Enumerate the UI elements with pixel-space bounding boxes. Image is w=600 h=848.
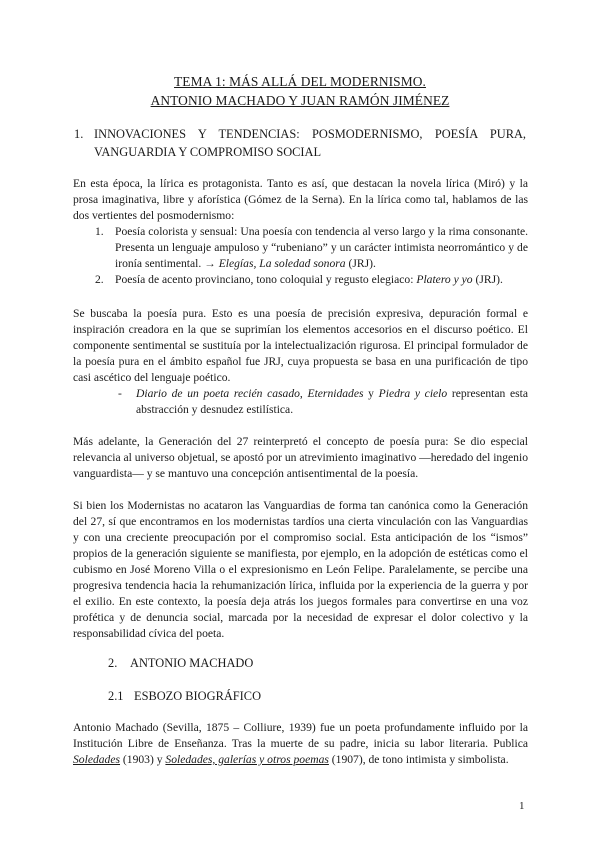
work-title: Piedra y cielo: [378, 387, 448, 400]
dash-list-item: - Diario de un poeta recién casado, Eternidades y Piedra y cielo representan esta abstracción y desnudez estilística.: [118, 387, 528, 416]
work-title: Diario de un poeta recién casado: [136, 387, 300, 400]
section-2-1-heading-text: ESBOZO BIOGRÁFICO: [134, 689, 262, 703]
list-item-number: 2.: [95, 273, 104, 286]
section-1-heading: [74, 125, 526, 161]
paragraph-pure-poetry: Se buscaba la poesía pura. Esto es una poesía de precisión expresiva, depuración formal e inspiración creadora en la que se suprimían los elementos accesorios en el discurso poético. El componente sentimental se sustituía por la intelectualización rigurosa. El principal formulador de la poesía pura en el ámbito español fue JRJ, cuya propuesta se basa en una purificación de tipo casi ascético del lenguaje poético.: [73, 307, 528, 384]
section-2-number: 2.: [108, 656, 118, 670]
list-item-works: Platero y yo: [416, 273, 473, 286]
paragraph-machado-biography: Antonio Machado (Sevilla, 1875 – Colliure, 1939) fue un poeta profundamente influido por la Institución Libre de Enseñanza. Tras la muerte de su padre, inicia su labor literaria. Publica Soledades (1903) y Soledades, galerías y otros poemas (1907), de tono intimista y simbolista.: [73, 721, 528, 766]
document-title-line-2: ANTONIO MACHADO Y JUAN RAMÓN JIMÉNEZ: [150, 93, 450, 108]
section-2-1-number: 2.1: [108, 689, 124, 703]
page-number: 1: [519, 800, 525, 812]
section-2-heading-text: ANTONIO MACHADO: [130, 656, 254, 670]
dash-marker: -: [118, 387, 122, 400]
work-title: Eternidades: [307, 387, 364, 400]
list-item-text: Poesía de acento provinciano, tono coloquial y regusto elegiaco:: [115, 273, 417, 286]
list-item-text: Poesía colorista y sensual: Una poesía con tendencia al verso largo y la rima consonante. Presenta un lenguaje ampuloso y “rubeniano” y un carácter intimista neorromántico y de ironía sentimental. →: [115, 225, 528, 270]
list-item-author: (JRJ).: [472, 273, 503, 286]
list-item-works: Elegías, La soledad sonora: [218, 257, 346, 270]
section-1-number: 1.: [74, 127, 84, 141]
list-item-author: (JRJ).: [345, 257, 376, 270]
paragraph-intro: En esta época, la lírica es protagonista. Tanto es así, que destacan la novela lírica (Miró) y la prosa imaginativa, libre y aforística (Gómez de la Serna). En la lírica como tal, hablamos de las dos vertientes del posmodernismo:: [73, 177, 528, 222]
section-1-heading-text: INNOVACIONES Y TENDENCIAS: POSMODERNISMO, POESÍA PURA, VANGUARDIA Y COMPROMISO SOCIAL: [94, 127, 526, 159]
document-title-line-1: TEMA 1: MÁS ALLÁ DEL MODERNISMO.: [174, 74, 426, 89]
paragraph-vanguards: Si bien los Modernistas no acataron las Vanguardias de forma tan canónica como la Generación del 27, sí que encontramos en los modernistas tardíos una cierta vinculación con las Vanguardias y con una creciente preocupación por el compromiso social. Esta anticipación de los “ismos” propios de la generación siguiente se manifiesta, por ejemplo, en la adopción de estéticas como el cubismo en José Moreno Villa o el expresionismo en León Felipe. Paralelamente, se percibe una progresiva tendencia hacia la rehumanización lírica, influida por la experiencia de la guerra y por el exilio. En este contexto, la poesía deja atrás los juegos formales para convertirse en una voz profética y de denuncia social, marcada por la necesidad de expresar el dolor colectivo y la responsabilidad cívica del poeta.: [73, 499, 528, 640]
section-2-heading: [108, 655, 253, 671]
work-title: Soledades, galerías y otros poemas: [165, 753, 329, 766]
dash-item-text: representan esta abstracción y desnudez estilística.: [136, 387, 528, 416]
section-2-1-heading: [108, 688, 261, 704]
work-title: Soledades: [73, 753, 121, 766]
list-item: [95, 224, 528, 272]
list-item-number: 1.: [95, 225, 104, 238]
list-item: [95, 272, 528, 288]
paragraph-generation-27: Más adelante, la Generación del 27 reinterpretó el concepto de poesía pura: Se dio especial relevancia al universo objetual, se apostó por un atrevimiento imaginativo —heredado del ingenio vanguardista— y se mantuvo una concepción antisentimental de la poesía.: [73, 435, 528, 480]
